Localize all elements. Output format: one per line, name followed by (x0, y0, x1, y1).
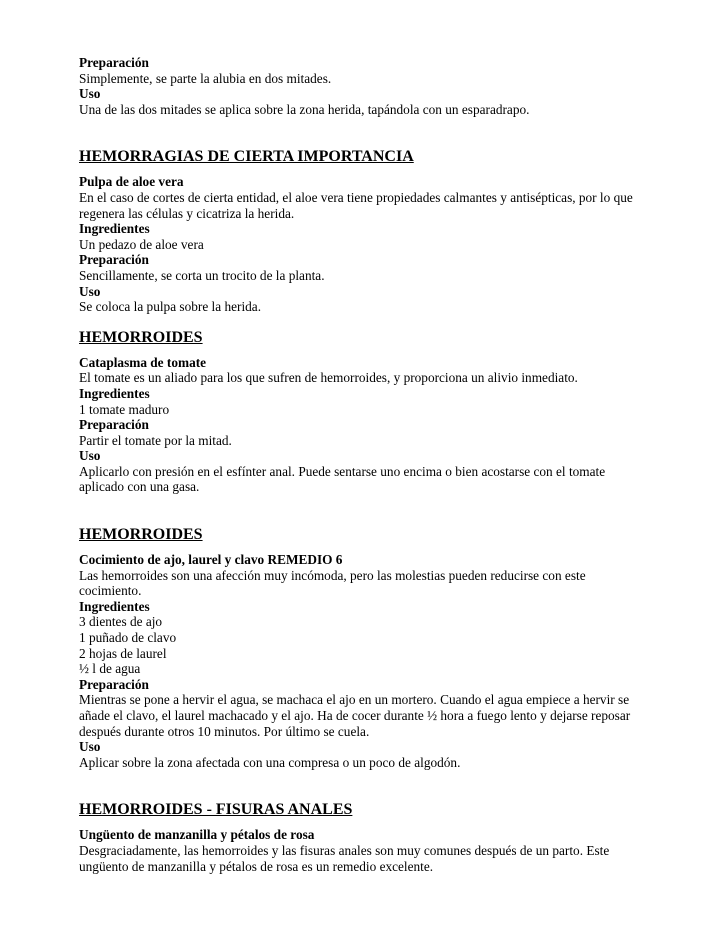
usage-line: aplicado con una gasa. (79, 479, 200, 495)
section-heading: HEMORROIDES (79, 328, 203, 346)
usage-label: Uso (79, 739, 101, 755)
description-line: Las hemorroides son una afección muy incómoda, pero las molestias pueden reducirse con este (79, 567, 586, 583)
ingredient-item: ½ l de agua (79, 661, 141, 677)
preparation-line: Sencillamente, se corta un trocito de la planta. (79, 267, 325, 283)
usage-label: Uso (79, 448, 101, 464)
preparation-label: Preparación (79, 252, 149, 268)
ingredient-item: 1 tomate maduro (79, 401, 170, 417)
remedy-title: Ungüento de manzanilla y pétalos de rosa (79, 827, 315, 843)
description-line: En el caso de cortes de cierta entidad, el aloe vera tiene propiedades calmantes y antisépticas, por lo que (79, 189, 633, 205)
preparation-label: Preparación (79, 55, 149, 70)
remedy-title: Cataplasma de tomate (79, 354, 207, 370)
ingredient-item: 2 hojas de laurel (79, 645, 167, 661)
usage-line: Aplicar sobre la zona afectada con una compresa o un poco de algodón. (79, 754, 461, 770)
ingredients-label: Ingredientes (79, 598, 150, 614)
preparation-label: Preparación (79, 676, 149, 692)
usage-line: Se coloca la pulpa sobre la herida. (79, 299, 262, 315)
usage-line: Aplicarlo con presión en el esfínter anal. Puede sentarse uno encima o bien acostarse con el tomate (79, 463, 606, 479)
document-page (79, 55, 659, 874)
section-hemorrhoids-fissures (79, 801, 659, 874)
remedy-title: Cocimiento de ajo, laurel y clavo REMEDIO 6 (79, 552, 343, 568)
section-hemorrhoids-tomato (79, 329, 659, 495)
ingredient-item: 3 dientes de ajo (79, 614, 163, 630)
preparation-label: Preparación (79, 417, 149, 433)
description-line: Desgraciadamente, las hemorroides y las fisuras anales son muy comunes después de un parto. Este (79, 842, 610, 858)
usage-text: Una de las dos mitades se aplica sobre la zona herida, tapándola con un esparadrapo. (79, 101, 530, 117)
preparation-line: Partir el tomate por la mitad. (79, 432, 232, 448)
description-line: regenera las células y cicatriza la herida. (79, 205, 295, 221)
section-hemorrhoids-garlic (79, 526, 659, 770)
section-heading: HEMORRAGIAS DE CIERTA IMPORTANCIA (79, 148, 414, 166)
ingredient-item: Un pedazo de aloe vera (79, 236, 204, 252)
section-hemorrhages (79, 148, 659, 314)
ingredient-item: 1 puñado de clavo (79, 630, 177, 646)
preparation-text: Simplemente, se parte la alubia en dos mitades. (79, 70, 332, 86)
preparation-line: Mientras se pone a hervir el agua, se machaca el ajo en un mortero. Cuando el agua empiece a hervir se (79, 692, 630, 708)
ingredients-label: Ingredientes (79, 385, 150, 401)
description-line: El tomate es un aliado para los que sufren de hemorroides, y proporciona un alivio inmediato. (79, 370, 578, 386)
section-bean-continuation (79, 55, 659, 117)
usage-label: Uso (79, 283, 101, 299)
description-line: cocimiento. (79, 583, 142, 599)
remedy-title: Pulpa de aloe vera (79, 174, 184, 190)
usage-label: Uso (79, 86, 101, 102)
description-line: ungüento de manzanilla y pétalos de rosa es un remedio excelente. (79, 858, 434, 874)
section-heading: HEMORROIDES (79, 526, 203, 544)
preparation-line: después durante otros 10 minutos. Por último se cuela. (79, 723, 370, 739)
section-heading: HEMORROIDES - FISURAS ANALES (79, 801, 353, 819)
ingredients-label: Ingredientes (79, 221, 150, 237)
preparation-line: añade el clavo, el laurel machacado y el ajo. Ha de cocer durante ½ hora a fuego lento y dejarse reposar (79, 708, 631, 723)
